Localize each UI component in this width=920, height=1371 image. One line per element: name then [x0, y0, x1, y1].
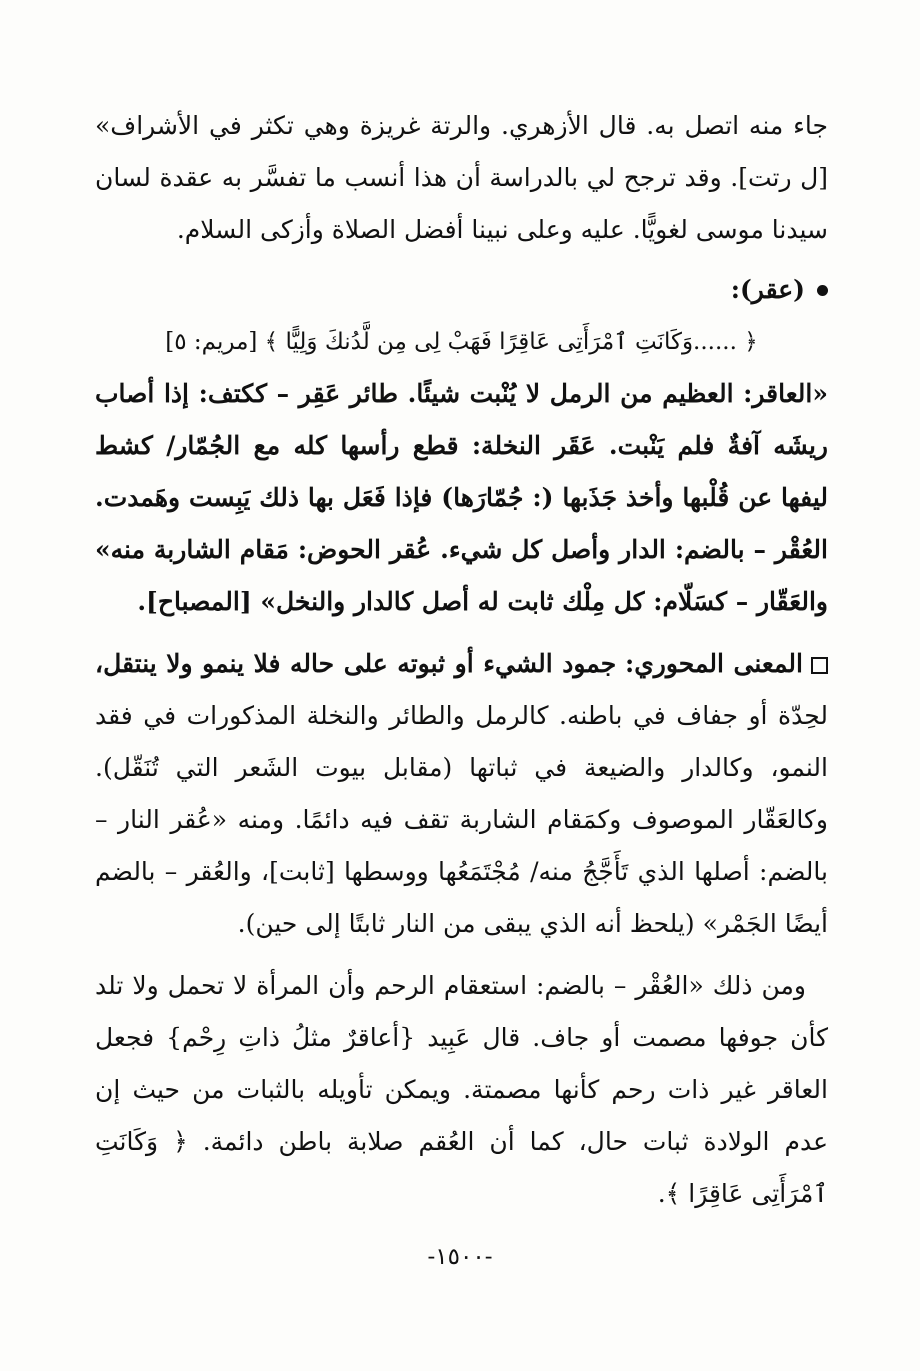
quran-verse: ﴿ ......وَكَانَتِ ٱمْرَأَتِى عَاقِرًا فَهَبْ لِى مِن لَّدُنكَ وَلِيًّا ﴾ [مريم: ٥]	[165, 329, 758, 355]
page-number: -١٥٠٠-	[427, 1244, 493, 1270]
paragraph-ratta-conclusion: جاء منه اتصل به. قال الأزهري. والرتة غريزة وهي تكثر في الأشراف» [ل رتت]. وقد ترجح لي بالدراسة أن هذا أنسب ما تفسَّر به عقدة لسان سيدنا موسى لغويًّا. عليه وعلى نبينا أفضل الصلاة وأزكى السلام.	[95, 111, 828, 244]
entry-heading: (عقر):	[730, 275, 805, 304]
square-marker-icon	[811, 657, 828, 674]
paragraph-core-meaning	[95, 638, 828, 950]
paragraph-lexical-definitions: «العاقر: العظيم من الرمل لا يُنْبت شيئًا. طائر عَقِر – ككتف: إذا أصاب ريشَه آفةٌ فلم يَنْبت. عَقَر النخلة: قطع رأسها كله مع الجُمّار/ كشط ليفها عن قُلْبها وأخذ جَذَبها (: جُمّارَها) فإذا فَعَل بها ذلك يَبِست وهَمدت. العُقْر – بالضم: الدار وأصل كل شيء. عُقر الحوض: مَقام الشاربة منه» والعَقّار – كسَلّام: كل مِلْك ثابت له أصل كالدار والنخل» [المصباح].	[95, 379, 828, 616]
core-meaning-explanation: لحِدّة أو جفاف في باطنه. كالرمل والطائر والنخلة المذكورات في فقد النمو، وكالدار والضيعة في ثباتها (مقابل بيوت الشَعر التي تُنَقّل). وكالعَقّار الموصوف وكمَقام الشاربة تقف فيه دائمًا. ومنه «عُقر النار – بالضم: أصلها الذي تَأَجَّجُ منه/ مُجْتَمَعُها ووسطها [ثابت]، والعُقر – بالضم أيضًا الجَمْر» (يلحظ أنه الذي يبقى من النار ثابتًا إلى حين).	[95, 701, 828, 938]
bullet-icon	[817, 285, 828, 296]
core-meaning-statement: جمود الشيء أو ثبوته على حاله فلا ينمو ولا ينتقل،	[95, 649, 617, 678]
core-meaning-label: المعنى المحوري:	[625, 649, 803, 678]
page-body	[95, 100, 828, 1220]
paragraph-barrenness: ومن ذلك «العُقْر – بالضم: استعقام الرحم وأن المرأة لا تحمل ولا تلد كأن جوفها مصمت أو جاف. قال عَبِيد {أعاقرٌ مثلُ ذاتِ رِحْم} فجعل العاقر غير ذات رحم كأنها مصمتة. ويمكن تأويله بالثبات من حيث إن عدم الولادة ثبات حال، كما أن العُقم صلابة باطن دائمة. ﴿ وَكَانَتِ ٱمْرَأَتِى عَاقِرًا ﴾.	[95, 971, 828, 1208]
entry-heading-row	[95, 264, 828, 316]
